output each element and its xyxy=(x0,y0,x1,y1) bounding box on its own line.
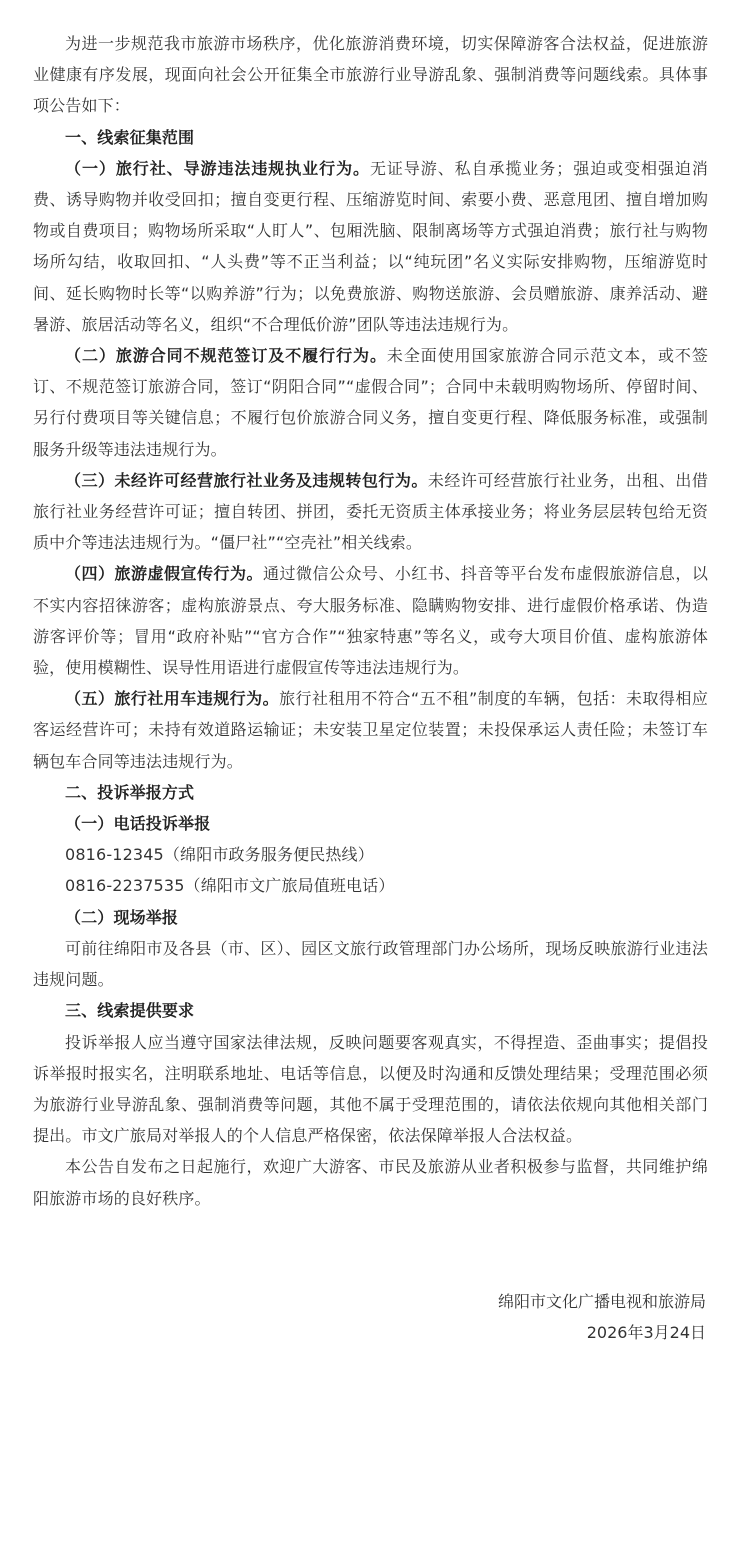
signature-org: 绵阳市文化广播电视和旅游局 xyxy=(497,1291,706,1311)
scope-item-4 xyxy=(33,558,708,683)
scope-item-5 xyxy=(33,683,708,777)
scope-item-4-body: 通过微信公众号、小红书、抖音等平台发布虚假旅游信息，以不实内容招徕游客；虚构旅游景点、夸大服务标准、隐瞒购物安排、进行虚假价格承诺、伪造游客评价等；冒用“政府补贴”“官方合作”“独家特惠”等名义，或夸大项目价值、虚构旅游体验，使用模糊性、误导性用语进行虚假宣传等违法违规行为。 xyxy=(33,564,708,678)
signature-date: 2026年3月24日 xyxy=(586,1322,706,1342)
scope-item-1-title: （一）旅行社、导游违法违规执业行为。 xyxy=(65,158,370,178)
phone-report-heading: （一）电话投诉举报 xyxy=(65,814,211,834)
requirements-body: 投诉举报人应当遵守国家法律法规，反映问题要客观真实，不得捏造、歪曲事实；提倡投诉举报时报实名，注明联系地址、电话等信息，以便及时沟通和反馈处理结果；受理范围必须为旅游行业导游乱象、强制消费等问题，其他不属于受理范围的，请依法依规向其他相关部门提出。市文广旅局对举报人的个人信息严格保密，依法保障举报人合法权益。 xyxy=(33,1032,708,1146)
intro-paragraph: 为进一步规范我市旅游市场秩序，优化旅游消费环境，切实保障游客合法权益，促进旅游业健康有序发展，现面向社会公开征集全市旅游行业导游乱象、强制消费等问题线索。具体事项公告如下： xyxy=(33,34,708,116)
onsite-report-heading: （二）现场举报 xyxy=(65,907,179,927)
scope-item-4-title: （四）旅游虚假宣传行为。 xyxy=(65,564,263,584)
scope-item-3-title: （三）未经许可经营旅行社业务及违规转包行为。 xyxy=(65,470,428,490)
scope-item-1 xyxy=(33,153,708,340)
phone-line-duty: 0816-2237535（绵阳市文广旅局值班电话） xyxy=(65,876,395,896)
onsite-report-body: 可前往绵阳市及各县（市、区）、园区文旅行政管理部门办公场所，现场反映旅游行业违法违规问题。 xyxy=(33,938,708,990)
section-heading-requirements: 三、线索提供要求 xyxy=(65,1001,195,1021)
section-heading-report-methods: 二、投诉举报方式 xyxy=(65,782,195,802)
phone-line-hotline: 0816-12345（绵阳市政务服务便民热线） xyxy=(65,845,374,865)
scope-item-5-title: （五）旅行社用车违规行为。 xyxy=(65,689,280,709)
scope-item-5-body: 旅行社租用不符合“五不租”制度的车辆，包括：未取得相应客运经营许可；未持有效道路运输证；未安装卫星定位装置；未投保承运人责任险；未签订车辆包车合同等违法违规行为。 xyxy=(33,689,708,771)
scope-item-2 xyxy=(33,340,708,465)
scope-item-2-title: （二）旅游合同不规范签订及不履行行为。 xyxy=(65,346,387,366)
scope-item-3 xyxy=(33,465,708,559)
closing-paragraph: 本公告自发布之日起施行，欢迎广大游客、市民及旅游从业者积极参与监督，共同维护绵阳旅游市场的良好秩序。 xyxy=(33,1157,708,1208)
scope-item-2-body: 未全面使用国家旅游合同示范文本，或不签订、不规范签订旅游合同，签订“阴阳合同”“虚假合同”；合同中未载明购物场所、停留时间、另行付费项目等关键信息；不履行包价旅游合同义务，擅自变更行程、降低服务标准，或强制服务升级等违法违规行为。 xyxy=(33,346,708,459)
signature-spacer xyxy=(33,1214,708,1286)
scope-item-3-body: 未经许可经营旅行社业务，出租、出借旅行社业务经营许可证；擅自转团、拼团，委托无资质主体承接业务；将业务层层转包给无资质中介等违法违规行为。“僵尸社”“空壳社”相关线索。 xyxy=(33,470,708,553)
section-heading-scope: 一、线索征集范围 xyxy=(65,127,195,147)
scope-item-1-body: 无证导游、私自承揽业务；强迫或变相强迫消费、诱导购物并收受回扣；擅自变更行程、压缩游览时间、索要小费、恶意甩团、擅自增加购物或自费项目；购物场所采取“人盯人”、包厢洗脑、限制离场等方式强迫消费；旅行社与购物场所勾结，收取回扣、“人头费”等不正当利益；以“纯玩团”名义实际安排购物，压缩游览时间、延长购物时长等“以购养游”行为；以免费旅游、购物送旅游、会员赠旅游、康养活动、避暑游、旅居活动等名义，组织“不合理低价游”团队等违法违规行为。 xyxy=(33,158,708,334)
